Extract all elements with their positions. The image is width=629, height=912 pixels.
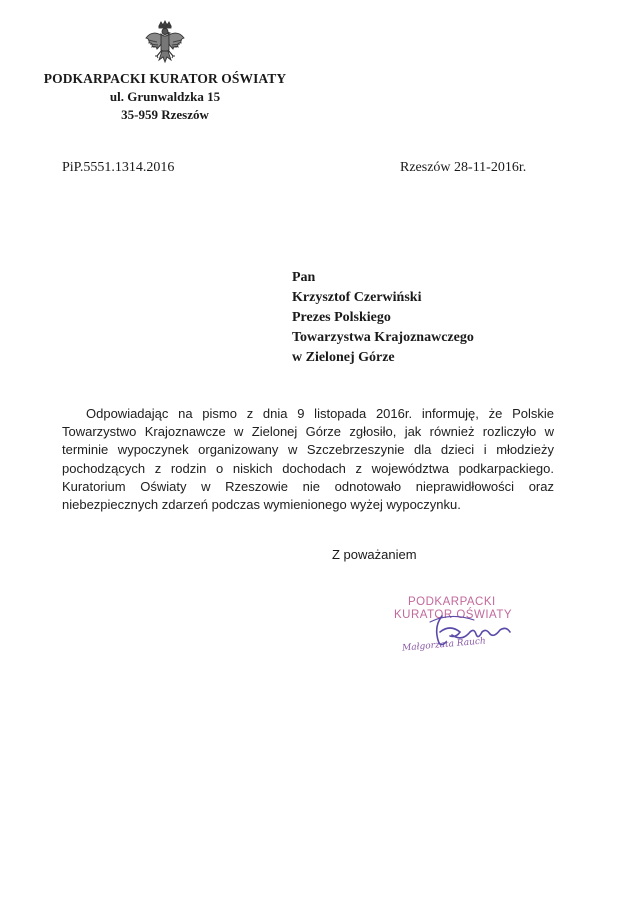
sender-street: ul. Grunwaldzka 15 <box>109 89 221 104</box>
sender-header <box>40 70 290 124</box>
sender-city: 35-959 Rzeszów <box>121 107 209 122</box>
handwritten-signature-icon <box>390 602 520 657</box>
addressee-line: w Zielonej Górze <box>292 350 395 365</box>
stamp-line-2: KURATOR OŚWIATY <box>394 609 513 621</box>
letter-body <box>62 405 554 514</box>
place-date: Rzeszów 28-11-2016r. <box>400 160 527 175</box>
letter-body-text: Odpowiadając na pismo z dnia 9 listopada 2016r. informuję, że Polskie Towarzystwo Krajoznawcze w Zielonej Górze zgłosiło, jak również rozliczyło w terminie wypoczynek organizowany w Szczebrzeszynie dla dzieci i młodzieży pochodzących z rodzin o niskich dochodach z województwa podkarpackiego. Kuratorium Oświaty w Rzeszowie nie odnotowało nieprawidłowości oraz niebezpiecznych zdarzeń podczas wymienionego wyżej wypoczynku. <box>62 406 554 513</box>
sender-organization: PODKARPACKI KURATOR OŚWIATY <box>43 71 287 86</box>
reference-number: PiP.5551.1314.2016 <box>62 160 175 175</box>
closing-salutation: Z poważaniem <box>332 547 417 562</box>
official-stamp <box>380 594 560 664</box>
addressee-line: Pan <box>292 270 316 285</box>
stamp-name: Małgorzata Rauch <box>401 636 487 654</box>
addressee-line: Prezes Polskiego <box>292 310 391 325</box>
stamp-line-1: PODKARPACKI <box>408 596 496 608</box>
eagle-emblem-icon <box>144 20 186 70</box>
addressee-line: Krzysztof Czerwiński <box>292 290 422 305</box>
addressee-line: Towarzystwa Krajoznawczego <box>292 330 474 345</box>
addressee-block <box>292 268 474 368</box>
